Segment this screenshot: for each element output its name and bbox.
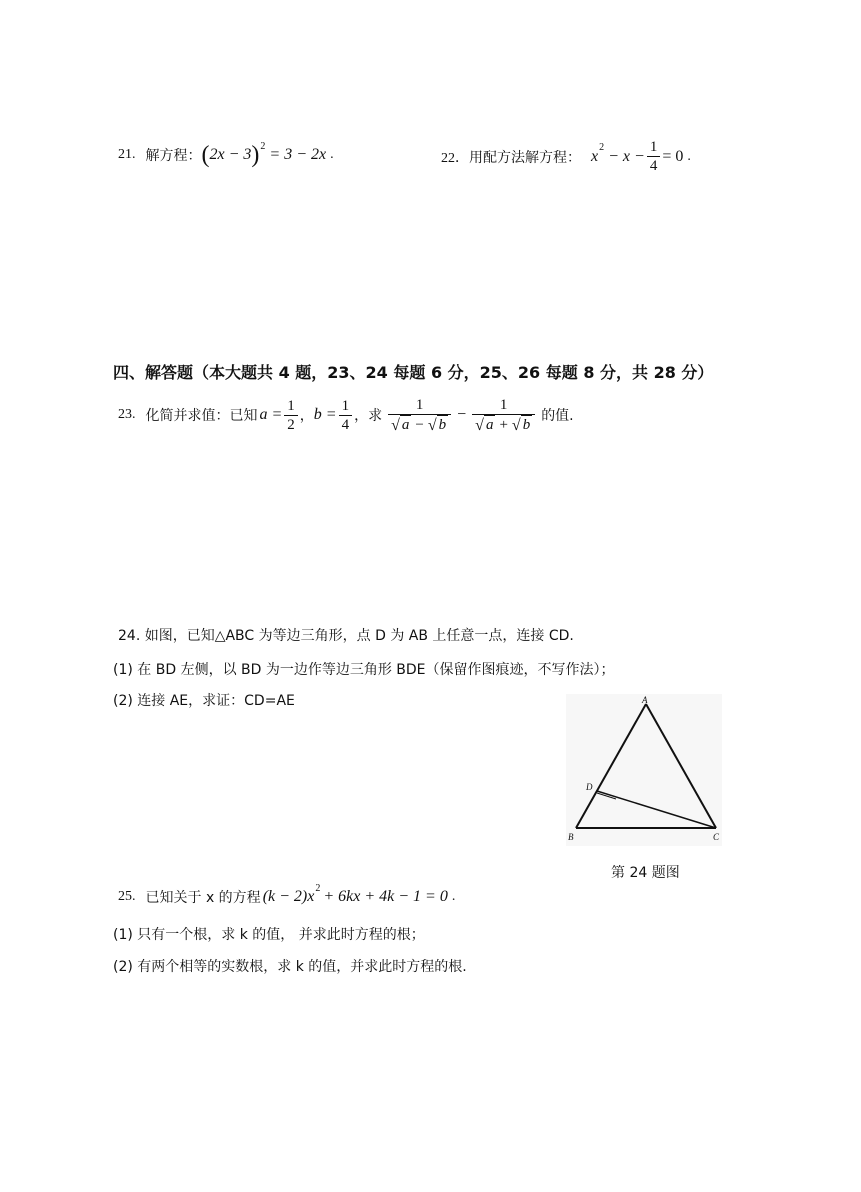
q24-line-1: 24. 如图，已知△ABC 为等边三角形，点 D 为 AB 上任意一点，连接 CD. (118, 628, 574, 644)
q23-first-fraction (388, 396, 451, 434)
q22-variable: x (591, 147, 599, 165)
q23-label: 化简并求值：已知 (145, 408, 258, 424)
q23-a-fraction (284, 397, 298, 434)
q23-sqrt-b-1 (428, 415, 448, 434)
sqrt-symbol: √ (475, 417, 484, 434)
q23-sqrt-a-2 (475, 415, 495, 434)
q23-a-denominator: 2 (284, 415, 298, 434)
section-4-heading: 四、解答题（本大题共 4 题，23、24 每题 6 分，25、26 每题 8 分，共 28 分） (113, 363, 714, 382)
q25-period: . (451, 889, 456, 904)
q25-part-2: (2) 有两个相等的实数根，求 k 的值，并求此时方程的根. (113, 959, 467, 975)
q23-sqrt-b-2 (512, 415, 532, 434)
q23-separator: ， (299, 408, 314, 424)
q23-b-fraction (339, 397, 353, 434)
label-b: B (568, 832, 574, 842)
q23-second-denominator (472, 414, 535, 434)
q23-sqrt-b-1-value: b (438, 417, 447, 433)
q23-ask: ，求 (354, 408, 383, 424)
question-21 (118, 140, 334, 168)
q24-line-3: (2) 连接 AE，求证：CD=AE (113, 693, 295, 709)
q23-b-variable: b = (313, 406, 337, 423)
triangle-figure (566, 694, 722, 846)
q23-number: 23. (118, 407, 136, 422)
q21-exponent: 2 (260, 140, 266, 152)
q23-second-operator: + (499, 417, 508, 433)
q23-sqrt-a-1 (391, 415, 411, 434)
sqrt-symbol: √ (427, 417, 437, 434)
side-ab (576, 704, 646, 828)
q21-right-paren: ) (251, 142, 260, 168)
question-22 (441, 138, 691, 175)
q23-first-denominator (388, 414, 451, 434)
label-d: D (586, 782, 593, 792)
q21-period: . (330, 147, 334, 162)
q25-number: 25. (118, 889, 136, 904)
q22-middle: − x − (608, 147, 645, 165)
q22-right-side: = 0 (662, 147, 684, 165)
question-23 (118, 396, 574, 434)
q22-exponent: 2 (599, 142, 605, 153)
q23-first-operator: − (415, 417, 424, 433)
q23-first-numerator: 1 (415, 397, 424, 413)
q22-number: 22． (441, 150, 469, 166)
q22-fraction-denominator: 4 (647, 156, 661, 175)
q23-sqrt-b-2-value: b (522, 417, 531, 433)
q23-b-numerator: 1 (341, 397, 350, 414)
q21-left-paren: ( (201, 142, 210, 168)
q25-equation: (k − 2)x (262, 888, 315, 905)
q23-second-fraction (472, 396, 535, 434)
q25-equation-rest: + 6kx + 4k − 1 = 0 (323, 888, 448, 905)
q23-sqrt-a-1-value: a (401, 417, 410, 433)
q23-second-numerator: 1 (499, 397, 508, 413)
q21-inner-expression: 2x − 3 (209, 146, 252, 163)
q23-a-variable: a = (259, 406, 283, 423)
q24-line-2: (1) 在 BD 左侧，以 BD 为一边作等边三角形 BDE（保留作图痕迹，不写作法）； (113, 662, 615, 678)
q22-label: 用配方法解方程： (469, 149, 581, 166)
q23-minus: − (457, 406, 467, 423)
label-a: A (642, 695, 648, 705)
q22-period: . (687, 148, 691, 164)
label-c: C (713, 832, 720, 842)
q22-fraction-numerator: 1 (649, 139, 658, 155)
sqrt-symbol: √ (511, 417, 521, 434)
q23-a-numerator: 1 (287, 397, 295, 414)
q25-exponent: 2 (315, 882, 321, 894)
q25-part-1: (1) 只有一个根，求 k 的值， 并求此时方程的根； (113, 927, 425, 943)
q22-fraction (647, 138, 661, 175)
q21-label: 解方程： (145, 148, 202, 164)
q25-label: 已知关于 x 的方程 (145, 890, 261, 906)
q21-right-side: = 3 − 2x (269, 146, 327, 163)
question-25 (118, 882, 456, 907)
q23-b-denominator: 4 (339, 415, 353, 434)
q24-figure (566, 694, 722, 846)
q23-sqrt-a-2-value: a (485, 417, 494, 433)
q24-figure-caption: 第 24 题图 (611, 865, 680, 881)
sqrt-symbol: √ (391, 417, 400, 434)
q23-tail: 的值. (541, 408, 574, 424)
q21-number: 21. (118, 147, 136, 162)
